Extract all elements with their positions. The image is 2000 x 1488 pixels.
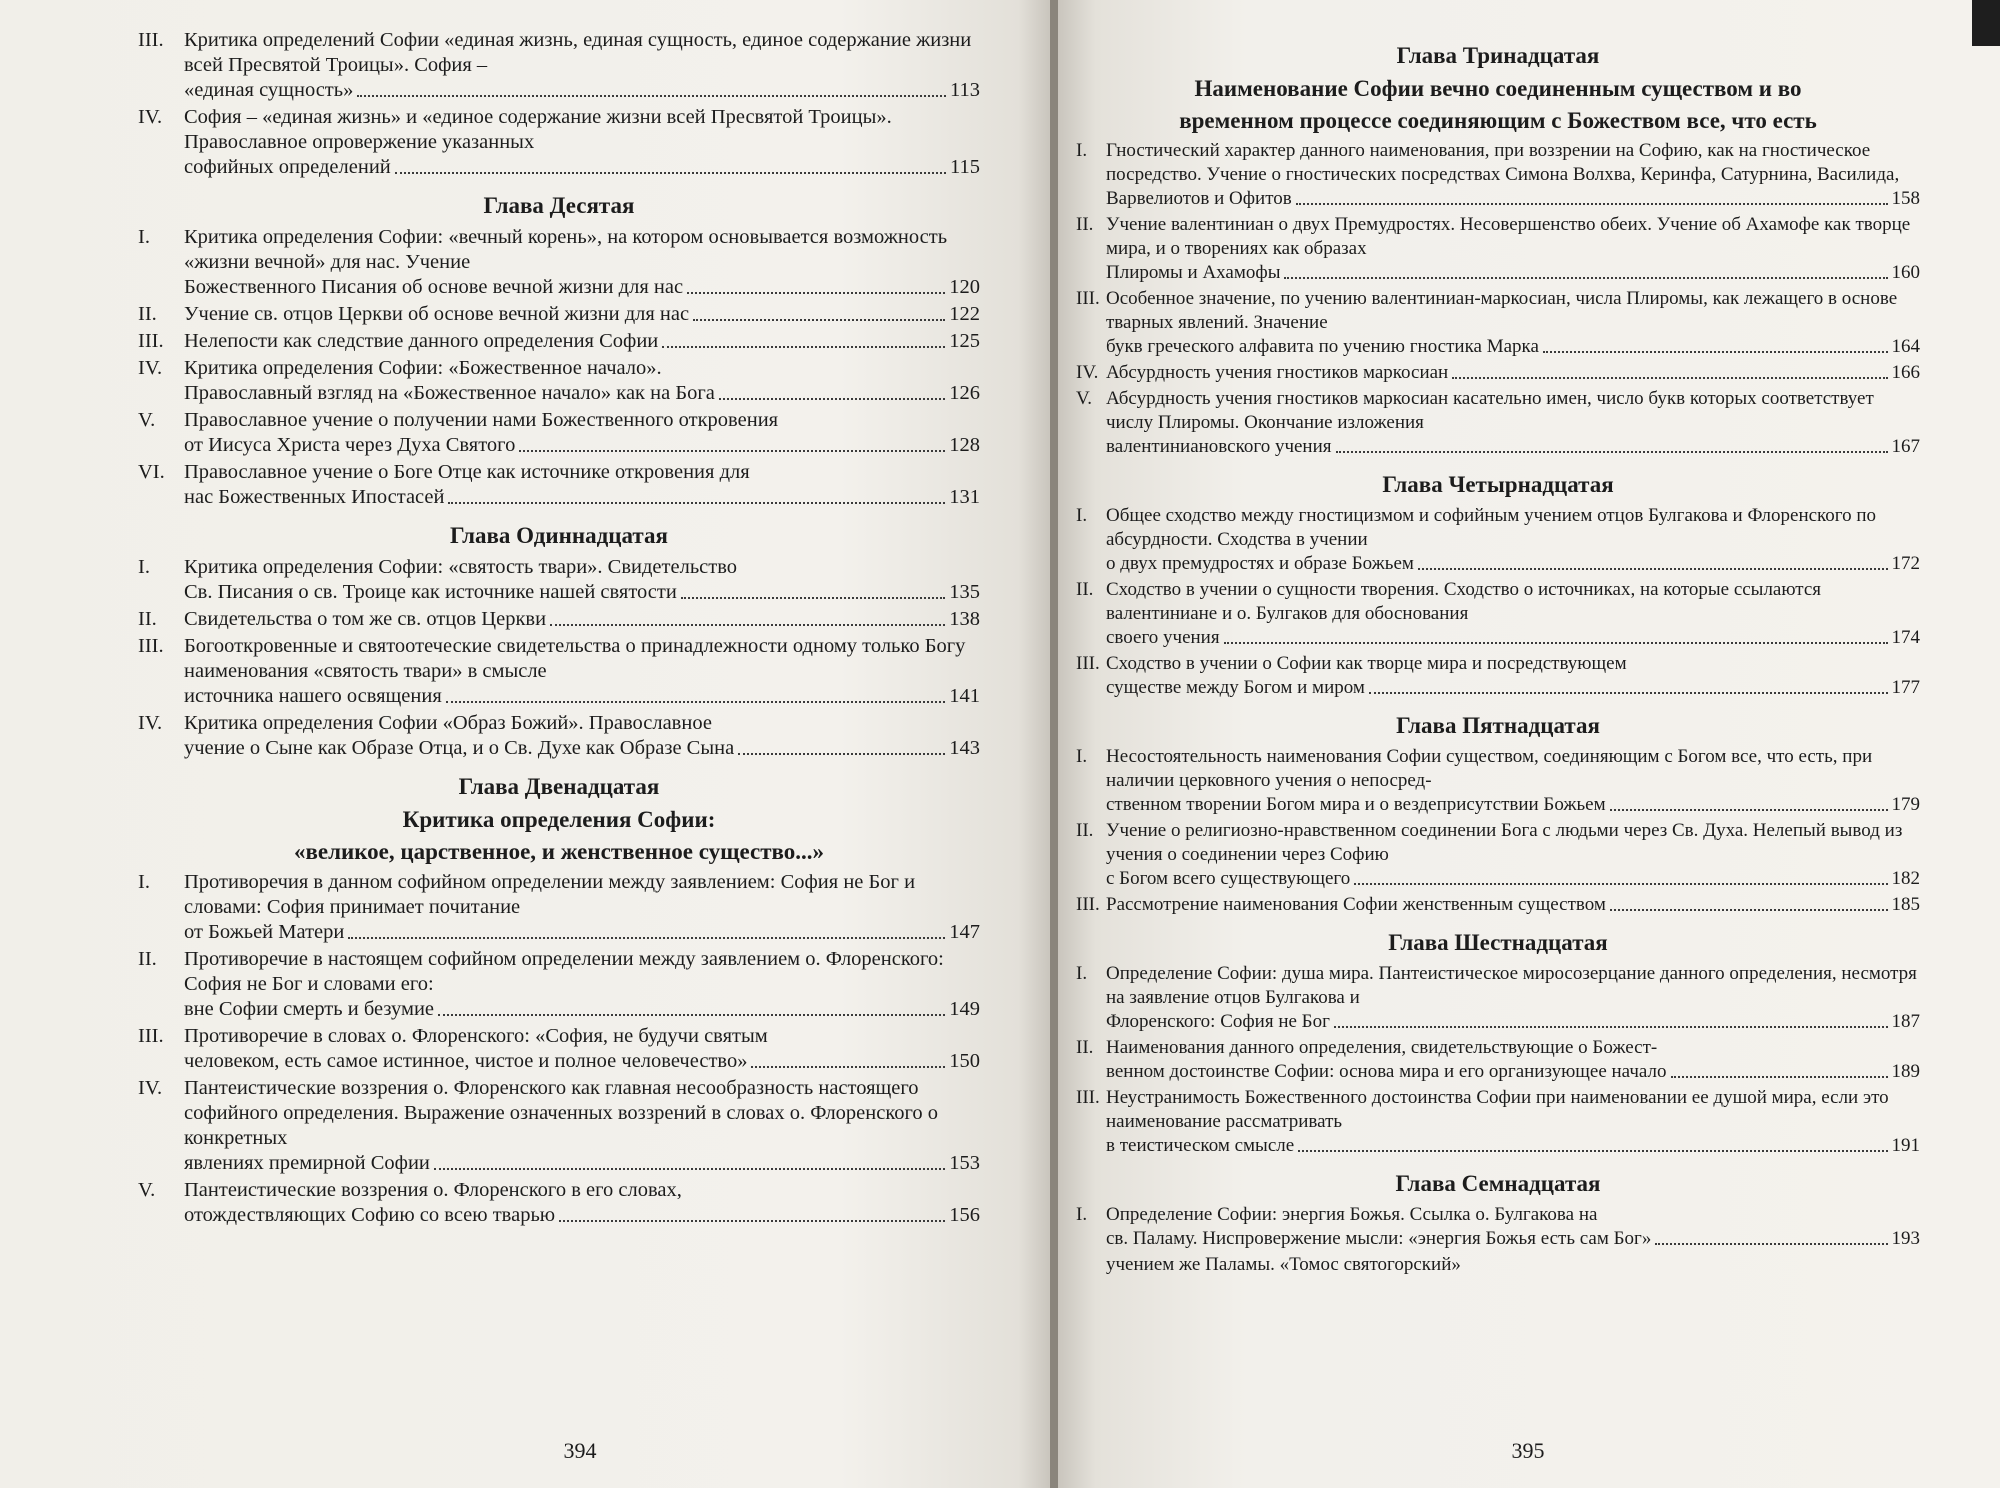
entry-text-last-line: Нелепости как следствие данного определения Софии xyxy=(184,330,659,352)
entry-text-last-line: ственном творении Богом мира и о вездеприсутствии Божьем xyxy=(1106,794,1606,815)
entry-page-number: 158 xyxy=(1891,188,1920,209)
entry-page-number: 172 xyxy=(1891,553,1920,574)
dot-leader xyxy=(1296,203,1888,205)
dot-leader xyxy=(1284,277,1887,279)
entry-text: Наименования данного определения, свидетельствующие о Божест- xyxy=(1106,1037,1658,1058)
entry-page-number: 182 xyxy=(1891,868,1920,889)
entry-number: II. xyxy=(1076,579,1094,600)
entry-leader-line xyxy=(184,1151,980,1176)
chapter-title: Глава Пятнадцатая xyxy=(1396,713,1600,738)
entry-number: II. xyxy=(138,948,157,970)
entry-number: III. xyxy=(138,330,164,352)
toc-entry[interactable] xyxy=(138,1024,980,1074)
toc-entry[interactable] xyxy=(138,555,980,605)
entry-page-number: 125 xyxy=(949,330,980,352)
entry-leader-line xyxy=(184,997,980,1022)
entry-text: Несостоятельность наименования Софии существом, соединяющим с Богом все, что есть, при наличии церковного учения о непосред- xyxy=(1106,746,1873,791)
entry-leader-line xyxy=(1106,1134,1920,1158)
entry-text-last-line: валентиниановского учения xyxy=(1106,436,1332,457)
entry-number: I. xyxy=(1076,1204,1088,1225)
entry-page-number: 138 xyxy=(949,608,980,630)
dot-leader xyxy=(751,1066,945,1068)
entry-page-number: 166 xyxy=(1891,362,1920,383)
dot-leader xyxy=(693,319,945,321)
entry-number: IV. xyxy=(138,106,163,128)
entry-page-number: 187 xyxy=(1891,1011,1920,1032)
toc-entry[interactable] xyxy=(1076,213,1920,285)
entry-number: IV. xyxy=(1076,362,1099,383)
entry-text: Критика определения Софии: «святость твари». Свидетельство xyxy=(184,556,738,578)
entry-text: Неустранимость Божественного достоинства Софии при наименовании ее душой мира, если это наименование рассматривать xyxy=(1106,1087,1889,1132)
entry-leader-line xyxy=(1106,335,1920,359)
toc-entry[interactable] xyxy=(138,1178,980,1228)
entry-leader-line xyxy=(1106,893,1920,917)
toc-entry[interactable] xyxy=(138,329,980,354)
entry-text: Особенное значение, по учению валентиниан-маркосиан, числа Плиромы, как лежащего в основе тварных явлений. Значение xyxy=(1106,288,1898,333)
entry-text-last-line: человеком, есть самое истинное, чистое и полное человечество» xyxy=(184,1050,748,1072)
chapter-title: Глава Семнадцатая xyxy=(1395,1171,1601,1196)
entry-text-last-line: источника нашего освящения xyxy=(184,685,442,707)
entry-text: Пантеистические воззрения о. Флоренского в его словах, xyxy=(184,1179,682,1201)
toc-entry[interactable] xyxy=(138,711,980,761)
entry-page-number: 164 xyxy=(1891,336,1920,357)
entry-text-last-line: Св. Писания о св. Троице как источнике нашей святости xyxy=(184,581,677,603)
entry-leader-line xyxy=(184,607,980,632)
entry-number: V. xyxy=(138,409,156,431)
dot-leader xyxy=(1354,883,1887,885)
entry-text: Критика определений Софии «единая жизнь, единая сущность, единое содержание жизни всей Пресвятой Троицы». София – xyxy=(184,29,972,76)
entry-text-last-line: нас Божественных Ипостасей xyxy=(184,486,445,508)
entry-page-number: 189 xyxy=(1891,1061,1920,1082)
entry-leader-line xyxy=(184,1049,980,1074)
entry-text-last-line: Учение св. отцов Церкви об основе вечной жизни для нас xyxy=(184,303,690,325)
entry-text-last-line: существе между Богом и миром xyxy=(1106,677,1365,698)
entry-number: V. xyxy=(1076,388,1093,409)
toc-entry[interactable] xyxy=(1076,387,1920,459)
right-page-number: 395 xyxy=(1511,1438,1545,1463)
entry-text-last-line: учением же Паламы. «Томос святогорский» xyxy=(1106,1254,1461,1275)
entry-text-last-line: Рассмотрение наименования Софии женственным существом xyxy=(1106,894,1606,915)
toc-entry[interactable] xyxy=(1076,504,1920,576)
dot-leader xyxy=(719,398,945,400)
entry-text-last-line: букв греческого алфавита по учению гностика Марка xyxy=(1106,336,1539,357)
book-gutter xyxy=(1050,0,1058,1488)
toc-entry[interactable] xyxy=(1076,578,1920,650)
entry-text: Учение о религиозно-нравственном соединении Бога с людьми через Св. Духа. Нелепый вывод из учения о соединении через Софию xyxy=(1106,820,1903,865)
entry-leader-line xyxy=(184,433,980,458)
entry-text-last-line: Абсурдность учения гностиков маркосиан xyxy=(1106,362,1449,383)
entry-text: София – «единая жизнь» и «единое содержание жизни всей Пресвятой Троицы». Православное опровержение указанных xyxy=(184,106,892,153)
chapter-title: Глава Шестнадцатая xyxy=(1388,930,1608,955)
entry-number: III. xyxy=(1076,1087,1100,1108)
dot-leader xyxy=(1671,1076,1888,1078)
entry-text-last-line: Флоренского: София не Бог xyxy=(1106,1011,1330,1032)
toc-entry[interactable] xyxy=(138,1076,980,1176)
entry-text: Общее сходство между гностицизмом и софийным учением отцов Булгакова и Флоренского по абсурдности. Сходства в учении xyxy=(1106,505,1877,550)
dot-leader xyxy=(681,597,945,599)
entry-leader-line xyxy=(184,381,980,406)
toc-entry[interactable] xyxy=(138,634,980,709)
entry-number: IV. xyxy=(138,712,163,734)
entry-text: Православное учение о получении нами Божественного откровения xyxy=(184,409,779,431)
entry-text: Противоречия в данном софийном определении между заявлением: София не Бог и словами: София принимает почитание xyxy=(184,871,916,918)
toc-entry[interactable] xyxy=(138,105,980,180)
entry-leader-line xyxy=(184,275,980,300)
entry-text-last-line: отождествляющих Софию со всею тварью xyxy=(184,1204,556,1226)
toc-entry[interactable] xyxy=(1076,287,1920,359)
dot-leader xyxy=(1655,1243,1887,1245)
entry-text-last-line: с Богом всего существующего xyxy=(1106,868,1351,889)
chapter-title: Глава Тринадцатая xyxy=(1396,43,1600,68)
entry-text: Определение Софии: энергия Божья. Ссылка о. Булгакова на xyxy=(1106,1204,1598,1225)
entry-text: Гностический характер данного наименования, при воззрении на Софию, как на гностическое посредство. Учение о гностических посредствах Симона Волхва, Керинфа, Сатурнина, Василида, xyxy=(1106,140,1900,185)
dot-leader xyxy=(1610,809,1888,811)
toc-entry[interactable] xyxy=(1076,819,1920,891)
toc-entry[interactable] xyxy=(138,460,980,510)
entry-leader-line xyxy=(184,155,980,180)
dot-leader xyxy=(357,95,946,97)
entry-text: Критика определения Софии: «вечный корень», на котором основывается возможность «жизни вечной» для нас. Учение xyxy=(184,226,948,273)
dot-leader xyxy=(348,937,945,939)
entry-number: I. xyxy=(1076,963,1088,984)
entry-leader-line xyxy=(1106,1227,1920,1251)
dot-leader xyxy=(662,346,945,348)
entry-number: II. xyxy=(1076,820,1094,841)
entry-text: Сходство в учении о Софии как творце мира и посредствующем xyxy=(1106,653,1627,674)
dot-leader xyxy=(519,450,945,452)
toc-entry[interactable] xyxy=(138,225,980,300)
entry-text: Противоречие в словах о. Флоренского: «София, не будучи святым xyxy=(184,1025,768,1047)
entry-number: IV. xyxy=(138,1077,163,1099)
dot-leader xyxy=(448,502,945,504)
entry-text: Критика определения Софии: «Божественное начало». xyxy=(184,357,662,379)
entry-page-number: 191 xyxy=(1891,1135,1920,1156)
dot-leader xyxy=(1298,1150,1887,1152)
entry-text-last-line: от Божьей Матери xyxy=(184,921,345,943)
toc-entry[interactable] xyxy=(1076,1086,1920,1158)
entry-text-last-line: своего учения xyxy=(1106,627,1220,648)
entry-number: VI. xyxy=(138,461,165,483)
entry-leader-line xyxy=(184,78,980,103)
entry-text: Сходство в учении о сущности творения. Сходство о источниках, на которые ссылаются валентиниане и о. Булгаков для обоснования xyxy=(1106,579,1822,624)
entry-page-number: 156 xyxy=(949,1204,980,1226)
entry-leader-line xyxy=(184,329,980,354)
entry-text: Православное учение о Боге Отце как источнике откровения для xyxy=(184,461,750,483)
entry-number: III. xyxy=(1076,288,1100,309)
toc-entry[interactable] xyxy=(138,947,980,1022)
entry-page-number: 120 xyxy=(949,276,980,298)
entry-page-number: 113 xyxy=(950,79,980,101)
entry-text-last-line: от Иисуса Христа через Духа Святого xyxy=(184,434,516,456)
entry-leader-line xyxy=(1106,1010,1920,1034)
entry-text-last-line: явлениях премирной Софии xyxy=(184,1152,430,1174)
dot-leader xyxy=(1610,909,1888,911)
entry-text: Противоречие в настоящем софийном определении между заявлением о. Флоренского: София не Бог и словами его: xyxy=(184,948,944,995)
dot-leader xyxy=(1224,642,1888,644)
entry-text: Богооткровенные и святоотеческие свидетельства о принадлежности одному только Богу наименования «святость твари» в смысле xyxy=(184,635,966,682)
chapter-title: Глава Десятая xyxy=(483,193,635,218)
entry-leader-line xyxy=(1106,361,1920,385)
entry-leader-line xyxy=(1106,867,1920,891)
entry-page-number: 177 xyxy=(1891,677,1920,698)
dot-leader xyxy=(1334,1026,1888,1028)
entry-page-number: 174 xyxy=(1891,627,1920,648)
entry-number: III. xyxy=(1076,894,1100,915)
entry-leader-line xyxy=(1106,1253,1920,1277)
chapter-subtitle: временном процессе соединяющим с Божеством все, что есть xyxy=(1179,108,1817,133)
dot-leader xyxy=(687,292,945,294)
entry-leader-line xyxy=(1106,261,1920,285)
entry-page-number: 153 xyxy=(949,1152,980,1174)
entry-number: I. xyxy=(138,871,150,893)
entry-leader-line xyxy=(1106,552,1920,576)
entry-page-number: 128 xyxy=(949,434,980,456)
entry-leader-line xyxy=(184,302,980,327)
entry-page-number: 150 xyxy=(949,1050,980,1072)
entry-text-last-line: Божественного Писания об основе вечной жизни для нас xyxy=(184,276,684,298)
entry-text: Пантеистические воззрения о. Флоренского как главная несообразность настоящего софийного определения. Выражение означенных воззрений в словах о. Флоренского о конкретных xyxy=(184,1077,939,1149)
toc-entry[interactable] xyxy=(138,607,980,632)
entry-number: III. xyxy=(138,29,164,51)
entry-number: II. xyxy=(1076,214,1094,235)
entry-leader-line xyxy=(1106,676,1920,700)
toc-entry[interactable] xyxy=(1076,139,1920,211)
toc-entry[interactable] xyxy=(138,408,980,458)
entry-leader-line xyxy=(184,580,980,605)
entry-page-number: 131 xyxy=(949,486,980,508)
entry-page-number: 126 xyxy=(949,382,980,404)
left-page-number: 394 xyxy=(563,1438,597,1463)
toc-entry[interactable] xyxy=(138,870,980,945)
dot-leader xyxy=(1418,568,1888,570)
entry-leader-line xyxy=(184,1203,980,1228)
chapter-subtitle: Наименование Софии вечно соединенным существом и во xyxy=(1194,76,1802,101)
entry-number: II. xyxy=(138,303,157,325)
entry-page-number: 160 xyxy=(1891,262,1920,283)
entry-text: Учение валентиниан о двух Премудростях. Несовершенство обеих. Учение об Ахамофе как творце мира, и о творениях как образах xyxy=(1106,214,1911,259)
toc-entry[interactable] xyxy=(1076,745,1920,817)
entry-leader-line xyxy=(184,920,980,945)
entry-leader-line xyxy=(184,736,980,761)
entry-number: I. xyxy=(138,556,150,578)
toc-entry[interactable] xyxy=(1076,361,1920,385)
entry-number: II. xyxy=(138,608,157,630)
entry-text-last-line: в теистическом смысле xyxy=(1106,1135,1295,1156)
toc-entry[interactable] xyxy=(1076,962,1920,1034)
entry-page-number: 122 xyxy=(949,303,980,325)
entry-text: Определение Софии: душа мира. Пантеистическое миросозерцание данного определения, несмотря на заявление отцов Булгакова и xyxy=(1106,963,1917,1008)
entry-text-last-line: о двух премудростях и образе Божьем xyxy=(1106,553,1414,574)
entry-text-last-line: Свидетельства о том же св. отцов Церкви xyxy=(184,608,547,630)
entry-text-last-line: софийных определений xyxy=(184,156,391,178)
entry-text-last-line: св. Паламу. Ниспровержение мысли: «энергия Божья есть сам Бог» xyxy=(1106,1228,1652,1249)
chapter-title: Глава Двенадцатая xyxy=(458,774,660,799)
entry-page-number: 167 xyxy=(1891,436,1920,457)
entry-page-number: 149 xyxy=(949,998,980,1020)
toc-entry[interactable] xyxy=(1076,893,1920,917)
entry-number: I. xyxy=(1076,505,1088,526)
dot-leader xyxy=(438,1014,945,1016)
right-toc xyxy=(1076,42,1920,1277)
entry-number: I. xyxy=(1076,140,1088,161)
chapter-subtitle: Критика определения Софии: xyxy=(402,807,716,832)
entry-leader-line xyxy=(1106,187,1920,211)
toc-entry[interactable] xyxy=(1076,1203,1920,1251)
entry-number: V. xyxy=(138,1179,156,1201)
entry-text-last-line: вне Софии смерть и безумие xyxy=(184,998,435,1020)
entry-text-last-line: «единая сущность» xyxy=(184,79,354,101)
entry-text: Критика определения Софии «Образ Божий». Православное xyxy=(184,712,712,734)
dot-leader xyxy=(738,753,945,755)
entry-text-last-line: Плиромы и Ахамофы xyxy=(1106,262,1281,283)
dot-leader xyxy=(1452,377,1887,379)
chapter-title: Глава Четырнадцатая xyxy=(1382,472,1614,497)
toc-entry[interactable] xyxy=(1076,652,1920,700)
entry-leader-line xyxy=(1106,626,1920,650)
entry-text-last-line: Варвелиотов и Офитов xyxy=(1106,188,1292,209)
entry-page-number: 135 xyxy=(949,581,980,603)
entry-page-number: 141 xyxy=(949,685,980,707)
entry-number: I. xyxy=(138,226,150,248)
entry-leader-line xyxy=(1106,793,1920,817)
entry-page-number: 143 xyxy=(949,737,980,759)
dot-leader xyxy=(395,172,946,174)
entry-number: III. xyxy=(138,1025,164,1047)
dot-leader xyxy=(434,1168,945,1170)
toc-entry[interactable] xyxy=(138,356,980,406)
entry-page-number: 179 xyxy=(1891,794,1920,815)
dot-leader xyxy=(1369,692,1888,694)
entry-number: IV. xyxy=(138,357,163,379)
left-toc xyxy=(138,28,980,1228)
dot-leader xyxy=(550,624,945,626)
entry-number: I. xyxy=(1076,746,1088,767)
entry-text-last-line: венном достоинстве Софии: основа мира и его организующее начало xyxy=(1106,1061,1667,1082)
entry-page-number: 193 xyxy=(1891,1228,1920,1249)
chapter-subtitle: «великое, царственное, и женственное существо...» xyxy=(293,839,825,864)
entry-page-number: 185 xyxy=(1891,894,1920,915)
dot-leader xyxy=(559,1220,945,1222)
toc-entry[interactable] xyxy=(138,302,980,327)
entry-number: III. xyxy=(138,635,164,657)
chapter-title: Глава Одиннадцатая xyxy=(450,523,668,548)
entry-leader-line xyxy=(1106,1060,1920,1084)
dot-leader xyxy=(1336,451,1888,453)
entry-leader-line xyxy=(184,485,980,510)
dot-leader xyxy=(1543,351,1888,353)
background-corner xyxy=(1972,0,2000,46)
entry-leader-line xyxy=(1106,435,1920,459)
entry-leader-line xyxy=(184,684,980,709)
entry-text-last-line: учение о Сыне как Образе Отца, и о Св. Духе как Образе Сына xyxy=(184,737,735,759)
dot-leader xyxy=(446,701,945,703)
toc-entry[interactable] xyxy=(138,28,980,103)
entry-text: Абсурдность учения гностиков маркосиан касательно имен, число букв которых соответствует числу Плиромы. Окончание изложения xyxy=(1106,388,1874,433)
right-page xyxy=(1058,0,2000,1488)
toc-entry[interactable] xyxy=(1076,1036,1920,1084)
toc-entry[interactable] xyxy=(1076,1253,1920,1277)
entry-page-number: 115 xyxy=(950,156,980,178)
entry-number: III. xyxy=(1076,653,1100,674)
entry-number: II. xyxy=(1076,1037,1094,1058)
entry-page-number: 147 xyxy=(949,921,980,943)
entry-text-last-line: Православный взгляд на «Божественное начало» как на Бога xyxy=(184,382,715,404)
